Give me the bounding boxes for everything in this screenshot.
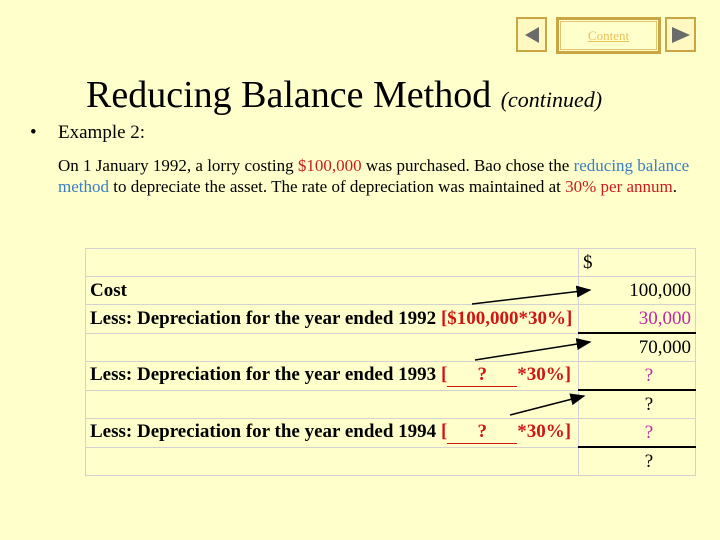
table-row — [86, 362, 696, 391]
content-link[interactable]: Content — [556, 17, 661, 54]
table-row — [86, 447, 696, 476]
example-description — [58, 155, 698, 197]
title-main: Reducing Balance Method — [86, 74, 492, 116]
previous-arrow-icon — [523, 25, 541, 45]
row-amount: ? — [579, 419, 696, 448]
table-row — [86, 249, 696, 277]
desc-part-4: . — [672, 177, 678, 196]
row-amount: 70,000 — [579, 333, 696, 362]
table-cell — [86, 333, 579, 362]
calc-open: [ — [440, 364, 448, 386]
row-calculation: [$100,000*30%] — [440, 307, 573, 329]
calc-close: *30%] — [517, 364, 572, 386]
table-cell — [86, 305, 579, 334]
depreciation-table — [85, 248, 696, 476]
next-slide-button[interactable] — [665, 17, 696, 52]
slide-title — [86, 70, 602, 125]
desc-rate: 30% per annum — [565, 177, 673, 196]
calc-blank: ? — [447, 364, 517, 387]
calc-open: [ — [440, 421, 448, 443]
table-cell — [86, 362, 579, 391]
table-row — [86, 305, 696, 334]
currency-header: $ — [579, 249, 696, 277]
row-amount: ? — [579, 390, 696, 419]
desc-part-3: to depreciate the asset. The rate of depreciation was maintained at — [109, 177, 566, 196]
row-amount: ? — [579, 447, 696, 476]
row-label: Less: Depreciation for the year ended 1992 — [90, 307, 441, 329]
row-label: Less: Depreciation for the year ended 1993 — [90, 364, 441, 386]
table-row — [86, 390, 696, 419]
row-amount: ? — [579, 362, 696, 391]
calc-close: *30%] — [517, 421, 572, 443]
example-heading — [30, 122, 145, 144]
desc-part-2: was purchased. Bao chose the — [361, 156, 574, 175]
row-label: Cost — [86, 277, 579, 305]
bullet-icon: • — [30, 122, 37, 143]
table-cell — [86, 249, 579, 277]
desc-method: reducing balance method — [58, 156, 690, 196]
title-sub: (continued) — [500, 87, 603, 112]
next-arrow-icon — [670, 25, 692, 45]
desc-part-1: On 1 January 1992, a lorry costing — [58, 156, 298, 175]
previous-slide-button[interactable] — [516, 17, 547, 52]
table-cell — [86, 447, 579, 476]
table-cell — [86, 390, 579, 419]
desc-cost: $100,000 — [297, 156, 362, 175]
row-amount: 30,000 — [579, 305, 696, 334]
table-row — [86, 277, 696, 305]
table-cell — [86, 419, 579, 448]
row-label: Less: Depreciation for the year ended 1994 — [90, 421, 441, 443]
table-row — [86, 419, 696, 448]
table-row — [86, 333, 696, 362]
calc-blank: ? — [447, 421, 517, 444]
example-heading-text: Example 2: — [58, 122, 146, 143]
row-amount: 100,000 — [579, 277, 696, 305]
